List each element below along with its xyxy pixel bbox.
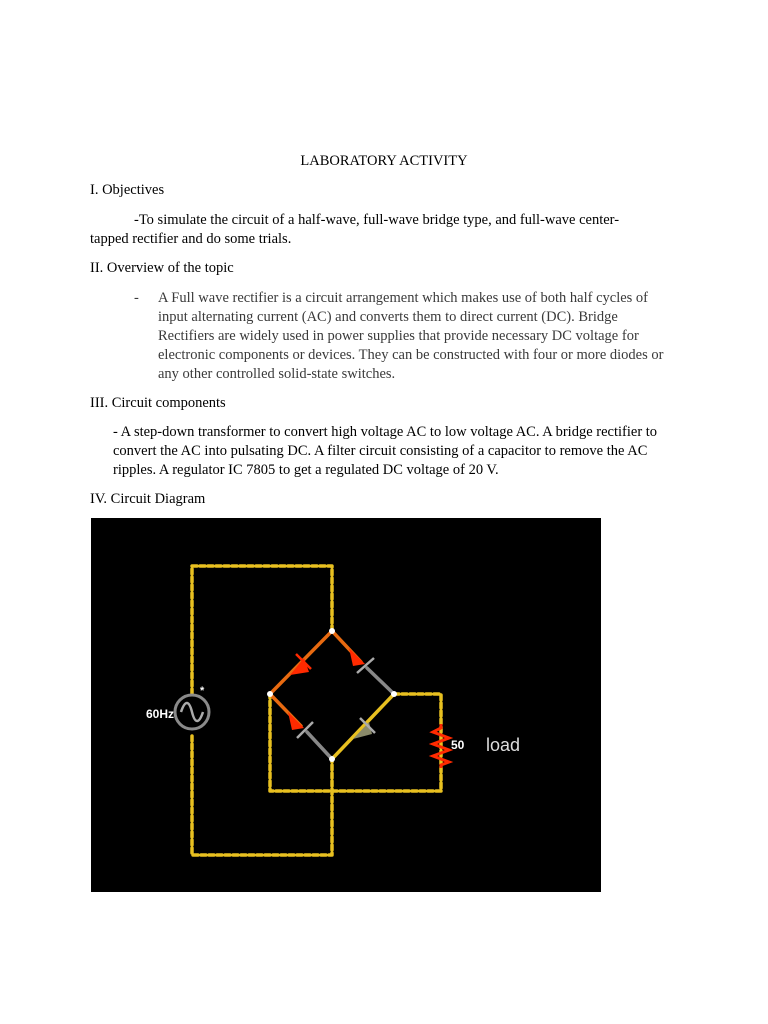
page-title: LABORATORY ACTIVITY — [300, 153, 468, 169]
wire-bridge-upper-right-b — [367, 668, 394, 694]
node-right — [391, 691, 397, 697]
objectives-heading: I. Objectives — [90, 182, 165, 198]
circuit-diagram — [91, 518, 601, 892]
wire-source-top — [192, 566, 332, 694]
wire-load-loop — [270, 694, 441, 791]
overview-text: A Full wave rectifier is a circuit arrangement which makes use of both half cycles of input alternating current (AC) and converts them to direct current (DC). Bridge Rectifiers are widely used in power supplies that provide necessary DC voltage for electronic components or devices. They can be constructed with four or more diodes or any other controlled solid-state switches. — [158, 290, 664, 382]
circuit-wires — [192, 566, 441, 855]
wire-bridge-lower-left-b — [307, 732, 332, 759]
ac-source — [175, 695, 209, 729]
resistor-value-label: 50 — [451, 738, 465, 752]
wire-bridge-lower-right — [332, 694, 394, 759]
node-left — [267, 691, 273, 697]
source-frequency-label: 60Hz — [146, 707, 175, 721]
diode-d4 — [353, 718, 375, 739]
objectives-text: -To simulate the circuit of a half-wave, full-wave bridge type, and full-wave center-tapped rectifier and do some trials. — [90, 212, 620, 247]
components-heading: III. Circuit components — [90, 395, 226, 411]
circuit-svg — [91, 518, 601, 892]
diode-d1-triangle — [290, 658, 309, 675]
overview-heading: II. Overview of the topic — [90, 260, 234, 276]
sine-wave-icon — [181, 703, 203, 721]
wire-source-bottom — [192, 736, 332, 855]
circuit-nodes — [267, 628, 397, 762]
node-bottom — [329, 756, 335, 762]
source-marker: * — [200, 685, 205, 697]
diagram-heading: IV. Circuit Diagram — [90, 491, 206, 507]
diode-d3-triangle — [288, 712, 304, 730]
load-label: load — [486, 735, 521, 755]
node-top — [329, 628, 335, 634]
components-text: - A step-down transformer to convert high voltage AC to low voltage AC. A bridge rectifier to convert the AC into pulsating DC. A filter circuit consisting of a capacitor to remove the AC ripples. A regulator IC 7805 to get a regulated DC voltage of 20 V. — [113, 424, 658, 478]
bullet-dash: - — [134, 290, 139, 306]
diode-d2-triangle — [349, 648, 365, 666]
